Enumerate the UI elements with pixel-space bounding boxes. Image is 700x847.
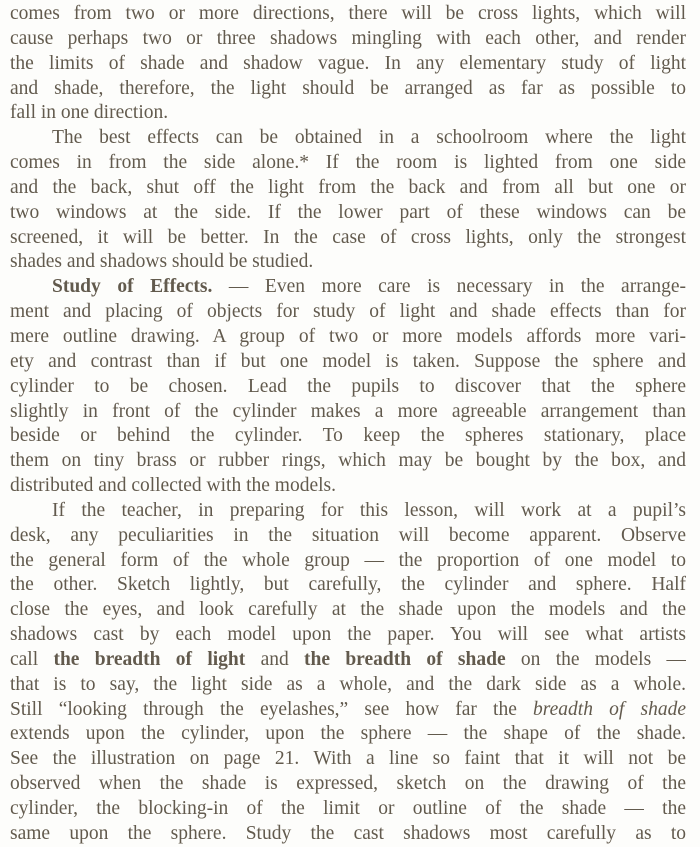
text-line <box>10 747 686 772</box>
text-segment: See the illustration on page 21. With a line so faint that it will not be <box>10 748 686 770</box>
text-line <box>10 797 686 822</box>
text-line <box>10 598 686 623</box>
text-segment: and the back, shut off the light from the back and from all but one or <box>10 176 686 198</box>
text-line <box>10 126 686 151</box>
text-line <box>10 449 686 474</box>
paragraph <box>10 2 686 126</box>
text-segment: and <box>245 648 305 670</box>
text-segment: extends upon the cylinder, upon the sphere — the shape of the shade. <box>10 723 686 745</box>
text-line <box>10 2 686 27</box>
text-segment: comes from two or more directions, there will be cross lights, which will <box>10 3 686 24</box>
text-segment: distributed and collected with the models. <box>10 475 337 497</box>
text-line <box>10 822 686 847</box>
text-segment: slightly in front of the cylinder makes a more agreeable arrangement than <box>10 400 686 422</box>
text-line <box>10 201 686 226</box>
text-line <box>10 52 686 77</box>
text-segment: ment and placing of objects for study of light and shade effects than for <box>10 301 686 323</box>
text-segment: observed when the shade is expressed, sketch on the drawing of the <box>10 773 686 795</box>
text-segment: that is to say, the light side as a whole, and the dark side as a whole. <box>10 673 686 695</box>
text-line <box>10 648 686 673</box>
text-line <box>10 499 686 524</box>
text-line <box>10 722 686 747</box>
text-line <box>10 250 686 275</box>
text-segment: shades and shadows should be studied. <box>10 251 314 273</box>
text-line <box>10 772 686 797</box>
text-line <box>10 549 686 574</box>
text-line <box>10 350 686 375</box>
paragraph <box>10 499 686 847</box>
text-line <box>10 375 686 400</box>
text-segment: mere outline drawing. A group of two or more models affords more vari- <box>10 325 686 347</box>
text-line <box>10 400 686 425</box>
text-segment: and shade, therefore, the light should be arranged as far as possible to <box>10 77 686 99</box>
text-line <box>10 325 686 350</box>
text-line <box>10 474 686 499</box>
text-line <box>10 275 686 300</box>
text-segment: them on tiny brass or rubber rings, which may be bought by the box, and <box>10 450 686 472</box>
text-segment: the limits of shade and shadow vague. In any elementary study of light <box>10 52 686 74</box>
text-segment: close the eyes, and look carefully at the shade upon the models and the <box>10 599 686 621</box>
page-text <box>10 2 686 847</box>
text-segment: If the teacher, in preparing for this lesson, will work at a pupil’s <box>52 499 686 521</box>
text-segment: cylinder to be chosen. Lead the pupils to discover that the sphere <box>10 375 686 397</box>
text-line <box>10 27 686 52</box>
text-segment: the other. Sketch lightly, but carefully, the cylinder and sphere. Half <box>10 574 686 596</box>
bold-text: the breadth of light <box>53 648 246 670</box>
text-line <box>10 623 686 648</box>
text-line <box>10 698 686 723</box>
text-line <box>10 300 686 325</box>
text-segment: beside or behind the cylinder. To keep the spheres stationary, place <box>10 425 686 447</box>
text-line <box>10 573 686 598</box>
text-segment: same upon the sphere. Study the cast shadows most carefully as to <box>10 822 686 844</box>
text-line <box>10 176 686 201</box>
text-segment: cylinder, the blocking-in of the limit or outline of the shade — the <box>10 798 686 819</box>
text-segment: fall in one direction. <box>10 102 169 124</box>
text-segment: call <box>10 648 54 670</box>
text-segment: shadows cast by each model upon the paper. You will see what artists <box>10 624 686 646</box>
text-line <box>10 524 686 549</box>
paragraph <box>10 275 686 499</box>
text-line <box>10 226 686 251</box>
text-line <box>10 101 686 126</box>
text-segment: comes in from the side alone.* If the room is lighted from one side <box>10 152 686 174</box>
text-segment: screened, it will be better. In the case of cross lights, only the strongest <box>10 226 686 248</box>
text-segment: — Even more care is necessary in the arrange- <box>212 276 686 298</box>
text-segment: The best effects can be obtained in a schoolroom where the light <box>52 127 686 149</box>
text-segment: cause perhaps two or three shadows mingling with each other, and render <box>10 27 686 49</box>
text-line <box>10 151 686 176</box>
text-segment: Still “looking through the eyelashes,” see how far the <box>10 698 534 720</box>
bold-text: the breadth of shade <box>304 648 506 670</box>
text-line <box>10 673 686 698</box>
text-segment: the general form of the whole group — the proportion of one model to <box>10 549 686 571</box>
text-line <box>10 424 686 449</box>
text-segment: ety and contrast than if but one model is taken. Suppose the sphere and <box>10 350 686 372</box>
text-segment: on the models — <box>505 648 686 670</box>
text-segment: desk, any peculiarities in the situation will become apparent. Observe <box>10 524 686 546</box>
text-segment: two windows at the side. If the lower part of these windows can be <box>10 201 686 223</box>
italic-text: breadth of shade <box>533 698 686 720</box>
bold-text: Study of Effects. <box>52 276 213 298</box>
paragraph <box>10 126 686 275</box>
text-line <box>10 77 686 102</box>
